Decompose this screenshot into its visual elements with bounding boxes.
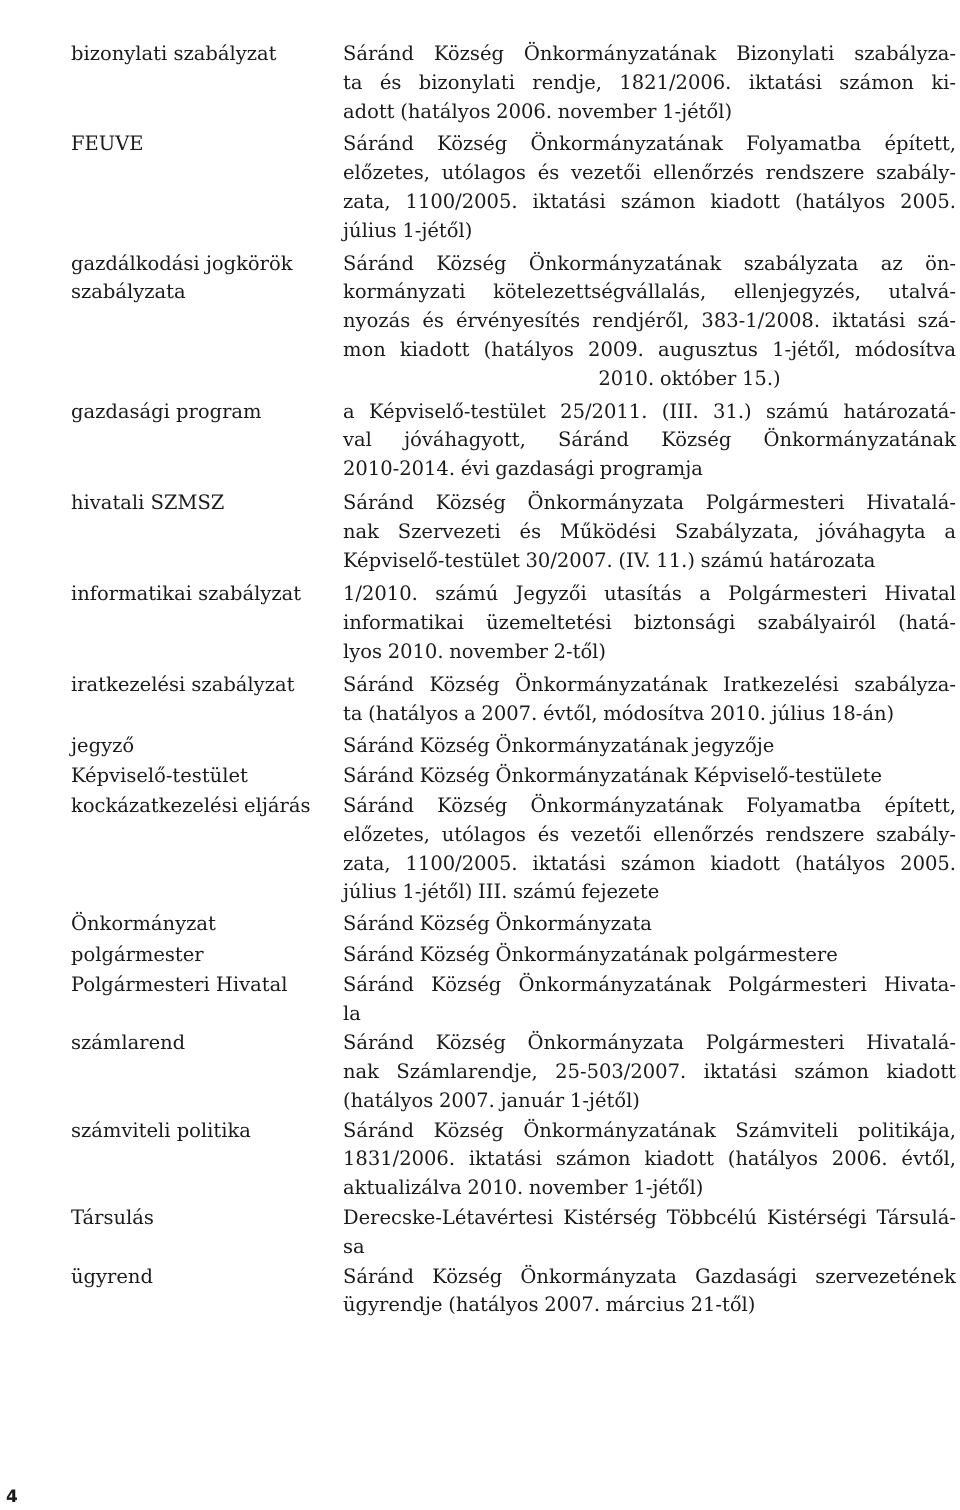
glossary-entry: [71, 1204, 956, 1262]
glossary-definition: [343, 1029, 956, 1115]
glossary-term-line: informatikai szabályzat: [71, 582, 302, 606]
glossary-term: [71, 671, 343, 700]
glossary-term: [71, 792, 343, 821]
glossary-definition-line: Sáránd Község Önkormányzatának Képviselő-testülete: [343, 764, 882, 788]
glossary-definition-line: informatikai üzemeltetési biztonsági szabályairól (hatá-: [343, 611, 956, 635]
glossary-term: [71, 398, 343, 427]
page-number: 4: [6, 1487, 18, 1507]
glossary-definition-line: Sáránd Község Önkormányzatának Folyamatba épített,: [343, 132, 956, 156]
glossary-term: [71, 910, 343, 939]
glossary-definition-line: ta és bizonylati rendje, 1821/2006. iktatási számon ki-: [343, 70, 956, 94]
glossary-entry: [71, 398, 956, 484]
glossary-definition-line: előzetes, utólagos és vezetői ellenőrzés rendszere szabály-: [343, 161, 956, 185]
glossary-list: [71, 40, 956, 1320]
glossary-definition-line: július 1-jétől): [343, 218, 473, 242]
glossary-term-line: Képviselő-testület: [71, 764, 248, 788]
glossary-term: [71, 580, 343, 609]
glossary-entry: [71, 130, 956, 245]
glossary-entry: [71, 1117, 956, 1203]
glossary-definition-line: sa: [343, 1234, 365, 1258]
glossary-definition-line: adott (hatályos 2006. november 1-jétől): [343, 99, 733, 123]
glossary-definition: [343, 671, 956, 729]
glossary-term-line: FEUVE: [71, 132, 144, 156]
glossary-entry: [71, 40, 956, 126]
glossary-term: [71, 762, 343, 791]
glossary-definition-line: Sáránd Község Önkormányzatának Folyamatba épített,: [343, 793, 956, 817]
glossary-definition-line: Sáránd Község Önkormányzatának Iratkezelési szabályza-: [343, 672, 956, 696]
glossary-definition-line: la: [343, 1001, 361, 1025]
glossary-definition-line: a Képviselő-testület 25/2011. (III. 31.) számú határozatá-: [343, 399, 956, 423]
glossary-definition-line: ügyrendje (hatályos 2007. március 21-től): [343, 1293, 756, 1317]
glossary-term: [71, 130, 343, 159]
glossary-term: [71, 732, 343, 761]
glossary-term: [71, 1204, 343, 1233]
glossary-definition-line: Sáránd Község Önkormányzatának polgármestere: [343, 942, 838, 966]
glossary-definition: [343, 40, 956, 126]
glossary-definition-line: val jóváhagyott, Sáránd Község Önkormányzatának: [343, 428, 956, 452]
glossary-term-line: számlarend: [71, 1031, 186, 1055]
glossary-definition-line: Sáránd Község Önkormányzatának Számviteli politikája,: [343, 1118, 956, 1142]
glossary-definition-line: Sáránd Község Önkormányzatának Polgármesteri Hivata-: [343, 972, 956, 996]
glossary-definition: [343, 130, 956, 245]
glossary-definition-line: zata, 1100/2005. iktatási számon kiadott (hatályos 2005.: [343, 851, 956, 875]
glossary-definition-line: július 1-jétől) III. számú fejezete: [343, 880, 660, 904]
glossary-definition-line: előzetes, utólagos és vezetői ellenőrzés rendszere szabály-: [343, 822, 956, 846]
glossary-definition-line: 1/2010. számú Jegyzői utasítás a Polgármesteri Hivatal: [343, 582, 956, 606]
glossary-definition-line: lyos 2010. november 2-től): [343, 639, 607, 663]
glossary-term: [71, 1117, 343, 1146]
glossary-entry: [71, 971, 956, 1029]
glossary-term: [71, 1029, 343, 1058]
glossary-entry: [71, 762, 956, 791]
glossary-definition: [343, 971, 956, 1029]
glossary-definition-line: mon kiadott (hatályos 2009. augusztus 1-jétől, módosítva: [343, 337, 956, 361]
glossary-entry: [71, 489, 956, 575]
glossary-definition-line: Sáránd Község Önkormányzata Polgármesteri Hivatalá-: [343, 1031, 956, 1055]
glossary-term-line: számviteli politika: [71, 1118, 251, 1142]
glossary-term-line: polgármester: [71, 942, 204, 966]
glossary-entry: [71, 792, 956, 907]
glossary-definition-line: zata, 1100/2005. iktatási számon kiadott (hatályos 2005.: [343, 189, 956, 213]
glossary-term-line: gazdasági program: [71, 399, 262, 423]
glossary-term: [71, 250, 343, 308]
glossary-term-line: jegyző: [71, 734, 135, 758]
glossary-term-line: hivatali SZMSZ: [71, 490, 225, 514]
glossary-definition-line: Sáránd Község Önkormányzatának Bizonylati szabályza-: [343, 42, 956, 65]
glossary-term-line: iratkezelési szabályzat: [71, 672, 295, 696]
glossary-definition-line: Sáránd Község Önkormányzata: [343, 912, 652, 936]
glossary-definition-line: Sáránd Község Önkormányzatának szabályzata az ön-: [343, 251, 956, 275]
glossary-entry: [71, 580, 956, 666]
glossary-entry: [71, 910, 956, 939]
glossary-definition: [343, 910, 956, 939]
glossary-definition: [343, 762, 956, 791]
glossary-definition: [343, 1204, 956, 1262]
glossary-definition: [343, 941, 956, 970]
glossary-definition-line: nyozás és érvényesítés rendjéről, 383-1/2008. iktatási szá-: [343, 309, 956, 333]
glossary-definition-line: ta (hatályos a 2007. évtől, módosítva 2010. július 18-án): [343, 701, 895, 725]
glossary-entry: [71, 1029, 956, 1115]
glossary-term-line: Önkormányzat: [71, 912, 216, 936]
glossary-definition-line: Sáránd Község Önkormányzata Polgármesteri Hivatalá-: [343, 490, 956, 514]
glossary-definition-line: kormányzati kötelezettségvállalás, ellenjegyzés, utalvá-: [343, 280, 956, 304]
glossary-definition-line: nak Szervezeti és Működési Szabályzata, jóváhagyta a: [343, 519, 956, 543]
glossary-definition-line: Képviselő-testület 30/2007. (IV. 11.) számú határozata: [343, 548, 876, 572]
glossary-term: [71, 971, 343, 1000]
glossary-definition-line: (hatályos 2007. január 1-jétől): [343, 1088, 640, 1112]
glossary-definition: [343, 792, 956, 907]
glossary-term-line: szabályzata: [71, 280, 186, 304]
glossary-definition-line: Sáránd Község Önkormányzatának jegyzője: [343, 734, 775, 758]
glossary-term: [71, 1263, 343, 1292]
glossary-term-line: kockázatkezelési eljárás: [71, 793, 311, 817]
glossary-definition-line: aktualizálva 2010. november 1-jétől): [343, 1176, 704, 1200]
glossary-term-line: bizonylati szabályzat: [71, 42, 277, 65]
glossary-definition: [343, 580, 956, 666]
glossary-term: [71, 941, 343, 970]
glossary-definition-line: 2010. október 15.): [598, 366, 781, 390]
glossary-definition-line: nak Számlarendje, 25-503/2007. iktatási számon kiadott: [343, 1060, 956, 1084]
glossary-entry: [71, 250, 956, 394]
glossary-definition: [343, 489, 956, 575]
glossary-definition-line: 2010-2014. évi gazdasági programja: [343, 457, 703, 481]
glossary-entry: [71, 1263, 956, 1321]
glossary-definition: [343, 398, 956, 484]
glossary-term: [71, 489, 343, 518]
glossary-definition: [343, 1117, 956, 1203]
glossary-term: [71, 40, 343, 69]
glossary-entry: [71, 941, 956, 970]
glossary-definition-line: Sáránd Község Önkormányzata Gazdasági szervezetének: [343, 1264, 956, 1288]
glossary-term-line: Társulás: [71, 1206, 154, 1230]
glossary-entry: [71, 732, 956, 761]
glossary-definition-line: 1831/2006. iktatási számon kiadott (hatályos 2006. évtől,: [343, 1147, 956, 1171]
glossary-definition: [343, 250, 956, 394]
glossary-term-line: Polgármesteri Hivatal: [71, 972, 288, 996]
glossary-term-line: ügyrend: [71, 1264, 153, 1288]
glossary-definition: [343, 1263, 956, 1321]
glossary-entry: [71, 671, 956, 729]
glossary-term-line: gazdálkodási jogkörök: [71, 251, 293, 275]
glossary-definition: [343, 732, 956, 761]
glossary-definition-line: Derecske-Létavértesi Kistérség Többcélú Kistérségi Társulá-: [343, 1206, 956, 1230]
